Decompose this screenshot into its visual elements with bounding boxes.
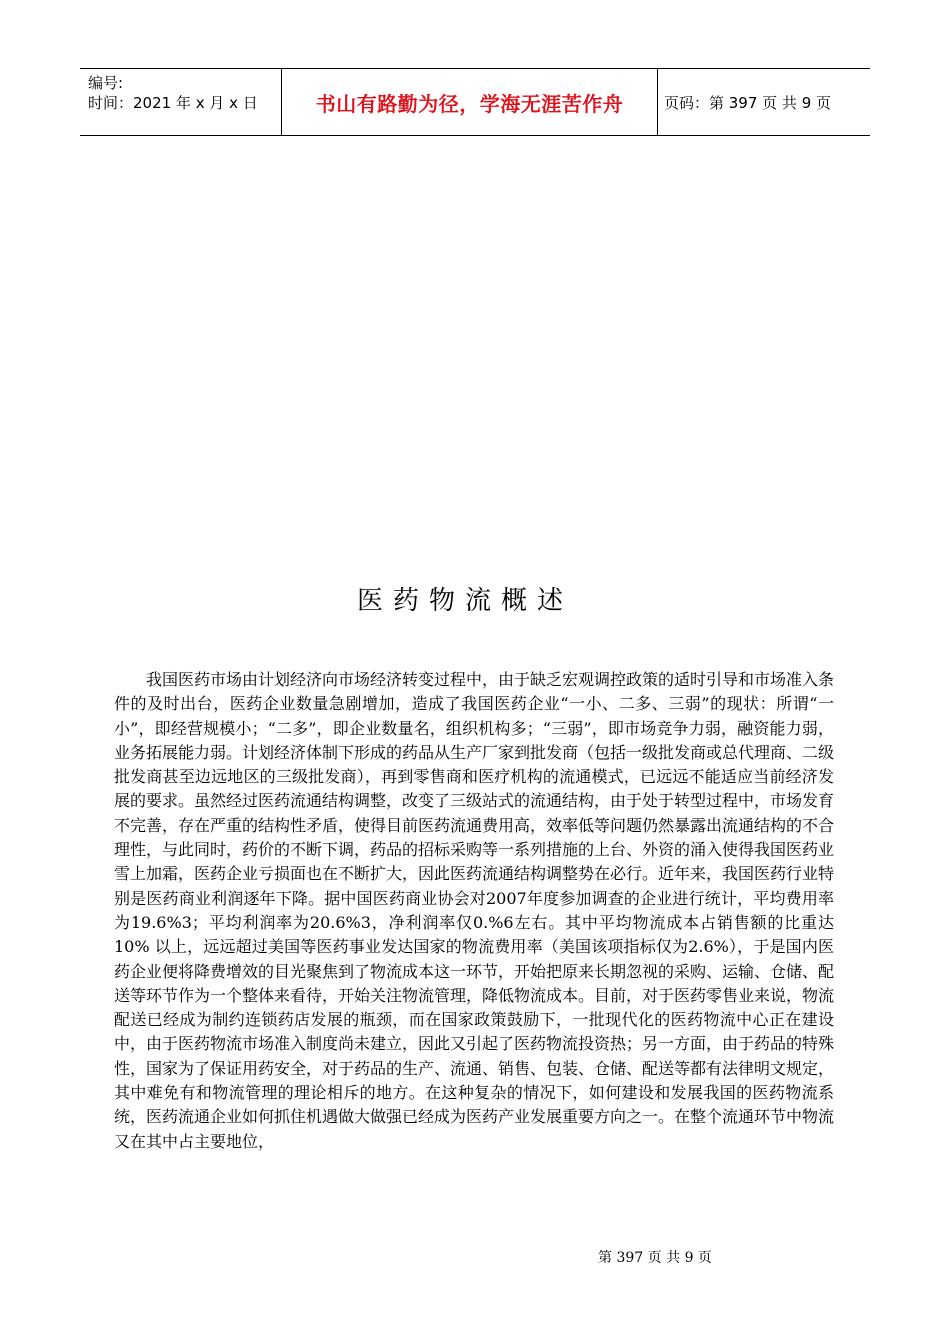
page-footer [0,1247,950,1267]
document-number-label: 编号: [88,74,124,92]
header-motto-cell [282,69,658,135]
footer-page-number: 第 397 页 共 9 页 [598,1250,712,1266]
body-paragraph: 我国医药市场由计划经济向市场经济转变过程中，由于缺乏宏观调控政策的适时引导和市场准入条件的及时出台，医药企业数量急剧增加，造成了我国医药企业“一小、二多、三弱”的现状：所谓“一小”，即经营规模小；“二多”，即企业数量名，组织机构多；“三弱”，即市场竞争力弱，融资能力弱，业务拓展能力弱。计划经济体制下形成的药品从生产厂家到批发商（包括一级批发商或总代理商、二级批发商甚至边远地区的三级批发商），再到零售商和医疗机构的流通模式，已远远不能适应当前经济发展的要求。虽然经过医药流通结构调整，改变了三级站式的流通结构，由于处于转型过程中，市场发育不完善，存在严重的结构性矛盾，使得目前医药流通费用高，效率低等问题仍然暴露出流通结构的不合理性，与此同时，药价的不断下调，药品的招标采购等一系列措施的上台、外资的涌入使得我国医药业雪上加霜，医药企业亏损面也在不断扩大，因此医药流通结构调整势在必行。近年来，我国医药行业特别是医药商业利润逐年下降。据中国医药商业协会对2007年度参加调查的企业进行统计，平均费用率为19.6%3；平均利润率为20.6%3，净利润率仅0.%6左右。其中平均物流成本占销售额的比重达10% 以上，远远超过美国等医药事业发达国家的物流费用率（美国该项指标仅为2.6%），于是国内医药企业便将降费增效的目光聚焦到了物流成本这一环节，开始把原来长期忽视的采购、运输、仓储、配送等环节作为一个整体来看待，开始关注物流管理，降低物流成本。目前，对于医药零售业来说，物流配送已经成为制约连锁药店发展的瓶颈，而在国家政策鼓励下，一批现代化的医药物流中心正在建设中，由于医药物流市场准入制度尚未建立，因此又引起了医药物流投资热；另一方面，由于药品的特殊性，国家为了保证用药安全，对于药品的生产、流通、销售、包装、仓储、配送等都有法律明文规定，其中难免有和物流管理的理论相斥的地方。在这种复杂的情况下，如何建设和发展我国的医药物流系统，医药流通企业如何抓住机遇做大做强已经成为医药产业发展重要方向之一。在整个流通环节中物流又在其中占主要地位， [114,670,835,1151]
header-meta-cell [80,69,282,135]
header-motto: 书山有路勤为径，学海无涯苦作舟 [315,91,624,116]
document-header [80,68,870,136]
document-date-label: 时间：2021 年 x 月 x 日 [88,94,258,112]
header-page-cell [658,69,870,135]
header-page-number: 页码：第 397 页 共 9 页 [664,93,832,112]
document-title: 医药物流概述 [356,586,573,616]
